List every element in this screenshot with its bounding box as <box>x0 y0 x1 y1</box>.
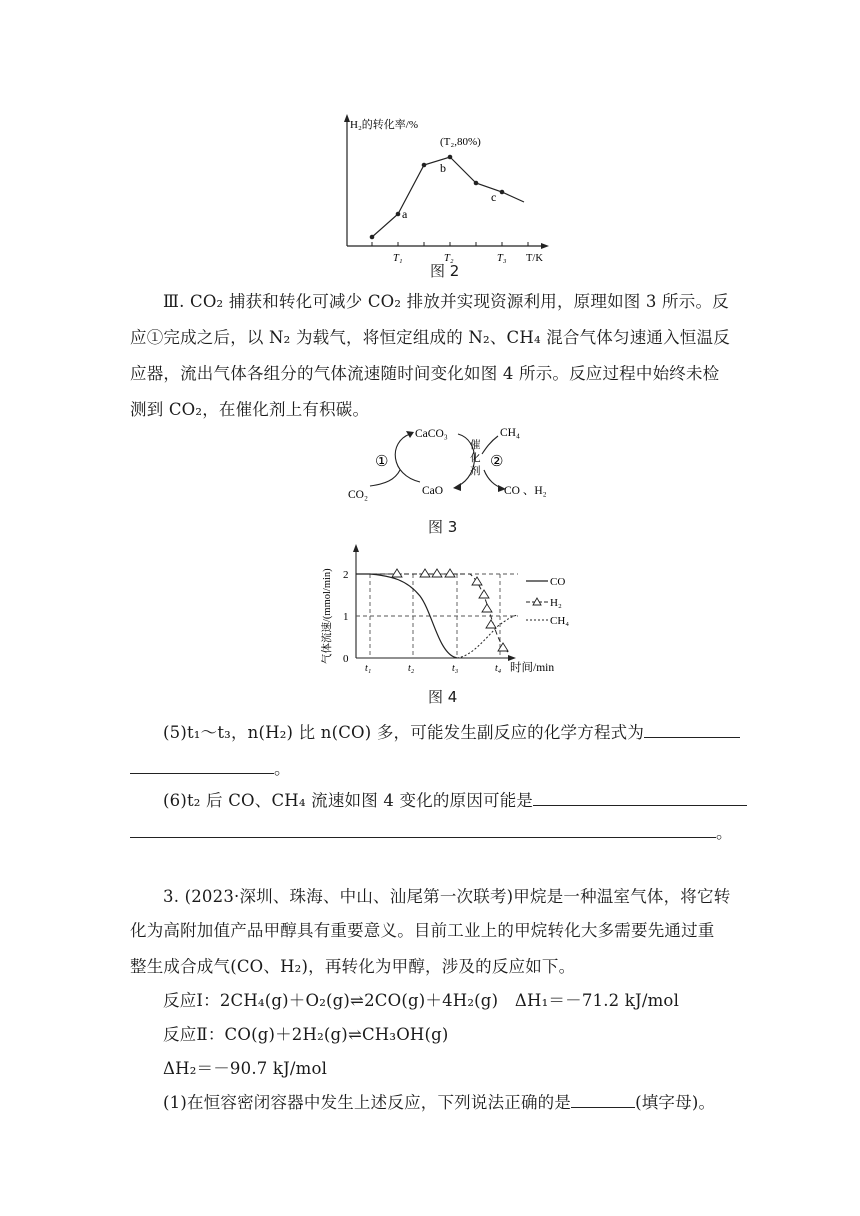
problem-3-question-1-text: (1)在恒容密闭容器中发生上述反应，下列说法正确的是 <box>163 1093 572 1112</box>
question-5 <box>163 716 740 750</box>
fig4-y-label: 气体流速/(mmol/min) <box>322 568 333 664</box>
fig2-point <box>474 181 479 186</box>
figure-3-caption: 图 3 <box>428 518 458 536</box>
fig3-ch4-arrow <box>482 436 498 454</box>
fig2-xtick-t3: T₃ <box>497 253 507 264</box>
fig2-peak-label: (T₂,80%) <box>440 136 481 148</box>
figure-4-caption: 图 4 <box>428 688 458 706</box>
fig4-ch4-curve <box>457 615 518 658</box>
fig4-x-arrow <box>508 655 516 661</box>
fig4-ytick-2: 2 <box>343 569 349 581</box>
fig4-xtick-t3: t₃ <box>452 663 459 674</box>
fig3-co2-arrow <box>370 470 400 486</box>
fig2-conversion-curve <box>372 157 524 237</box>
fig4-x-label: 时间/min <box>510 662 555 674</box>
answer-blank-3-1[interactable] <box>571 1087 635 1108</box>
question-5-text: (5)t₁～t₃，n(H₂) 比 n(CO) 多，可能发生副反应的化学方程式为 <box>163 723 645 742</box>
fig3-step1: ① <box>375 454 389 470</box>
fig2-x-arrow <box>541 243 549 249</box>
fig4-legend-h2: H₂ <box>550 597 562 609</box>
fig3-products-arrow <box>484 470 502 488</box>
fig3-right-arrowhead <box>453 483 461 491</box>
fig3-catalyst-1: 催 <box>470 440 481 451</box>
question-5-cont <box>130 752 291 786</box>
answer-blank-5a[interactable] <box>644 717 740 738</box>
figure-3-diagram <box>340 420 560 510</box>
fig4-h2-marker <box>482 604 492 612</box>
fig4-h2-marker <box>486 620 496 628</box>
reaction-2-enthalpy: ΔH₂＝－90.7 kJ/mol <box>163 1059 328 1078</box>
question-6-cont <box>130 816 733 850</box>
question-6-end: 。 <box>716 823 733 842</box>
paragraph-iii-line2: 应①完成之后，以 N₂ 为载气，将恒定组成的 N₂、CH₄ 混合气体匀速通入恒温反 <box>130 328 730 347</box>
fig2-y-label: H₂的转化率/% <box>350 119 418 131</box>
question-5-end: 。 <box>274 759 291 778</box>
answer-blank-6a[interactable] <box>533 785 747 806</box>
fig3-catalyst-2: 化 <box>470 453 481 464</box>
fig4-h2-curve <box>356 574 508 652</box>
fig4-h2-marker <box>498 643 508 651</box>
reaction-2: 反应Ⅱ：CO(g)＋2H₂(g)⇌CH₃OH(g) <box>163 1025 449 1044</box>
fig4-h2-marker <box>479 590 489 598</box>
fig3-co2: CO₂ <box>348 489 368 501</box>
question-6-text: (6)t₂ 后 CO、CH₄ 流速如图 4 变化的原因可能是 <box>163 791 534 810</box>
problem-3-question-1 <box>163 1086 715 1120</box>
question-6 <box>163 784 747 818</box>
fig3-step2: ② <box>490 454 504 470</box>
fig3-ch4: CH₄ <box>500 427 520 439</box>
fig4-ytick-0: 0 <box>343 653 349 665</box>
fig4-legend-ch4: CH₄ <box>550 615 570 627</box>
fig3-left-arc <box>395 434 420 482</box>
problem-3-question-1-end: (填字母)。 <box>635 1093 716 1112</box>
fig4-xtick-t1: t₁ <box>365 663 372 674</box>
fig3-cao: CaO <box>422 485 444 497</box>
fig2-point-b <box>448 155 453 160</box>
fig4-h2-marker <box>472 577 482 585</box>
fig3-catalyst-3: 剂 <box>470 466 481 477</box>
reaction-1: 反应Ⅰ：2CH₄(g)＋O₂(g)⇌2CO(g)＋4H₂(g) ΔH₁＝－71.2 kJ/mol <box>163 991 680 1010</box>
fig2-point <box>422 163 427 168</box>
fig3-caco3: CaCO₃ <box>415 428 448 440</box>
fig4-xtick-t2: t₂ <box>408 663 415 674</box>
answer-blank-5b[interactable] <box>130 753 274 774</box>
fig4-h2-marker <box>420 569 430 577</box>
paragraph-iii-line4: 测到 CO₂，在催化剂上有积碳。 <box>130 400 370 419</box>
fig2-label-a: a <box>402 207 408 221</box>
paragraph-iii-line3: 应器，流出气体各组分的气体流速随时间变化如图 4 所示。反应过程中始终未检 <box>130 364 720 383</box>
fig4-y-arrow <box>353 544 359 552</box>
fig3-left-arrowhead <box>406 431 414 438</box>
fig4-h2-marker <box>392 569 402 577</box>
fig2-label-c: c <box>491 190 497 204</box>
fig4-legend-co: CO <box>550 576 566 588</box>
problem-3-line1: 3. (2023·深圳、珠海、中山、汕尾第一次联考)甲烷是一种温室气体，将它转 <box>163 887 731 906</box>
fig3-products: CO 、H₂ <box>504 485 547 497</box>
paragraph-iii-line1: Ⅲ. CO₂ 捕获和转化可减少 CO₂ 排放并实现资源利用，原理如图 3 所示。反 <box>163 292 729 311</box>
fig2-point <box>370 235 375 240</box>
fig2-xtick-t1: T₁ <box>393 253 403 264</box>
fig2-xtick-t2: T₂ <box>444 253 454 264</box>
figure-2-chart <box>330 108 560 276</box>
fig4-xtick-t4: t₄ <box>495 663 502 674</box>
problem-3-line3: 整生成合成气(CO、H₂)，再转化为甲醇，涉及的反应如下。 <box>130 957 576 976</box>
fig4-h2-marker <box>445 569 455 577</box>
fig2-x-label: T/K <box>526 253 543 264</box>
problem-3-line2: 化为高附加值产品甲醇具有重要意义。目前工业上的甲烷转化大多需要先通过重 <box>130 921 715 940</box>
figure-4-chart <box>312 540 582 680</box>
figure-2-caption: 图 2 <box>430 262 460 280</box>
fig4-h2-marker <box>432 569 442 577</box>
answer-blank-6b[interactable] <box>130 817 716 838</box>
fig4-ytick-1: 1 <box>343 611 349 623</box>
fig2-point-a <box>396 212 401 217</box>
fig2-label-b: b <box>440 161 446 175</box>
fig2-point-c <box>500 190 505 195</box>
